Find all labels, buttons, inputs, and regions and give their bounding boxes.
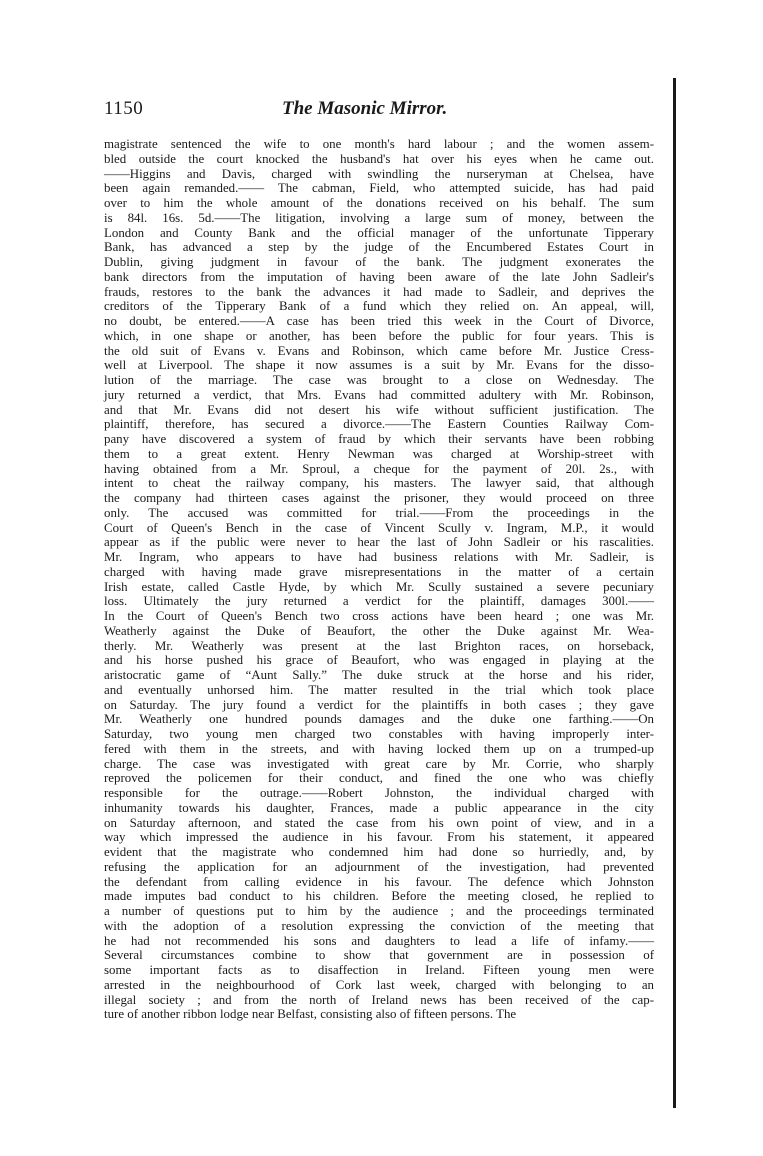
text-line: no doubt, be entered.——A case has been tried this week in the Court of Divorce,	[104, 314, 654, 328]
text-line: Mr. Ingram, who appears to have had business relations with Mr. Sadleir, is	[104, 550, 654, 564]
text-line: having obtained from a Mr. Sproul, a cheque for the payment of 20l. 2s., with	[104, 461, 654, 476]
page-edge-rule	[673, 78, 676, 1108]
text-line: the company had thirteen cases against the prisoner, they would proceed on three	[104, 491, 654, 505]
page-number: 1150	[104, 98, 144, 119]
text-line: London and County Bank and the official manager of the unfortunate Tipperary	[104, 225, 654, 240]
text-line: Saturday, two young men charged two constables with having improperly inter-	[104, 727, 654, 741]
text-line: bled outside the court knocked the husband's hat over his eyes when he came out.	[104, 151, 654, 166]
text-line: which, in one shape or another, has been before the public for four years. This is	[104, 328, 654, 343]
text-line: Bank, has advanced a step by the judge of the Encumbered Estates Court in	[104, 240, 654, 255]
text-line: therly. Mr. Weatherly was present at the last Brighton races, on horseback,	[104, 638, 654, 653]
text-line: way which impressed the audience in his favour. From his statement, it appeared	[104, 830, 654, 845]
text-line: well at Liverpool. The shape it now assumes is a suit by Mr. Evans for the disso-	[104, 358, 654, 373]
text-line: evident that the magistrate who condemned him had done so hurriedly, and, by	[104, 845, 654, 859]
text-line: ——Higgins and Davis, charged with swindling the nurseryman at Chelsea, have	[104, 166, 654, 181]
text-line: refusing the application for an adjournment of the investigation, had prevented	[104, 859, 654, 874]
text-line: Irish estate, called Castle Hyde, by which Mr. Scully sustained a severe pecuniary	[104, 579, 654, 594]
text-line: some important facts as to disaffection in Ireland. Fifteen young men were	[104, 963, 654, 977]
text-line: a number of questions put to him by the audience ; and the proceedings terminated	[104, 904, 654, 918]
text-line: bank directors from the imputation of having been aware of the late John Sadleir's	[104, 269, 654, 284]
text-line: appear as if the public were never to hear the last of John Sadleir or his rascalities.	[104, 535, 654, 550]
text-line: ture of another ribbon lodge near Belfast, consisting also of fifteen persons. The	[104, 1007, 517, 1022]
text-line: reproved the policemen for their conduct, and fined the one who was chiefly	[104, 771, 654, 786]
text-line: and his horse pushed his grace of Beaufort, who was engaged in playing at the	[104, 653, 654, 668]
text-line: creditors of the Tipperary Bank of a fund which they relied on. An appeal, will,	[104, 299, 654, 314]
text-line: over to him the whole amount of the donations received on his behalf. The sum	[104, 196, 654, 210]
text-line: fered with them in the streets, and with having locked them up on a trumped-up	[104, 741, 654, 756]
text-line: magistrate sentenced the wife to one month's hard labour ; and the women assem-	[104, 137, 654, 151]
text-line: and that Mr. Evans did not desert his wife without sufficient justification. The	[104, 402, 654, 417]
text-line: responsible for the outrage.——Robert Johnston, the individual charged with	[104, 786, 654, 800]
text-line: Several circumstances combine to show that government are in possession of	[104, 948, 654, 963]
page-header	[104, 98, 654, 124]
text-line: Weatherly against the Duke of Beaufort, the other the Duke against Mr. Wea-	[104, 623, 654, 638]
text-line: made imputes bad conduct to his children. Before the meeting closed, he replied to	[104, 889, 654, 904]
text-line: Mr. Weatherly one hundred pounds damages and the duke one farthing.——On	[104, 712, 654, 727]
text-line: In the Court of Queen's Bench two cross actions have been heard ; one was Mr.	[104, 609, 654, 623]
text-line: the defendant from calling evidence in his favour. The defence which Johnston	[104, 874, 654, 889]
text-line: frauds, restores to the bank the advances it had made to Sadleir, and deprives the	[104, 284, 654, 299]
text-line: on Saturday. The jury found a verdict for the plaintiffs in both cases ; they gave	[104, 697, 654, 712]
text-line: loss. Ultimately the jury returned a verdict for the plaintiff, damages 300l.——	[104, 594, 654, 609]
text-line: arrested in the neighbourhood of Cork last week, charged with belonging to an	[104, 977, 654, 992]
text-line: plaintiff, therefore, has secured a divorce.——The Eastern Counties Railway Com-	[104, 417, 654, 432]
text-line: illegal society ; and from the north of Ireland news has been received of the cap-	[104, 992, 654, 1007]
text-line: jury returned a verdict, that Mrs. Evans had committed adultery with Mr. Robinson,	[104, 387, 654, 402]
text-line: charged with having made grave misrepresentations in the matter of a certain	[104, 564, 654, 579]
text-line: on Saturday afternoon, and stated the case from his own point of view, and in a	[104, 815, 654, 830]
text-line: charge. The case was investigated with great care by Mr. Corrie, who sharply	[104, 756, 654, 771]
text-line: only. The accused was committed for trial.——From the proceedings in the	[104, 505, 654, 520]
text-line: with the adoption of a resolution expressing the conviction of the meeting that	[104, 918, 654, 933]
text-line: pany have discovered a system of fraud by which their servants have been robbing	[104, 432, 654, 446]
running-title: The Masonic Mirror.	[282, 98, 448, 119]
text-line: he had not recommended his sons and daughters to lead a life of infamy.——	[104, 933, 654, 948]
article-body	[104, 137, 654, 1022]
text-line: Court of Queen's Bench in the case of Vincent Scully v. Ingram, M.P., it would	[104, 520, 654, 535]
text-line: inhumanity towards his daughter, Frances, made a public appearance in the city	[104, 800, 654, 815]
text-line: aristocratic game of “Aunt Sally.” The duke struck at the horse and his rider,	[104, 668, 654, 682]
text-line: intent to cheat the railway company, his masters. The lawyer said, that although	[104, 476, 654, 491]
text-line: and eventually unhorsed him. The matter resulted in the trial which took place	[104, 682, 654, 697]
text-line: been again remanded.—— The cabman, Field, who attempted suicide, has had paid	[104, 181, 654, 196]
text-line: is 84l. 16s. 5d.——The litigation, involving a large sum of money, between the	[104, 210, 654, 225]
text-line: Dublin, giving judgment in favour of the bank. The judgment exonerates the	[104, 255, 654, 269]
text-line: them to a great extent. Henry Newman was charged at Worship-street with	[104, 446, 654, 461]
text-line: the old suit of Evans v. Evans and Robinson, which came before Mr. Justice Cress-	[104, 343, 654, 358]
text-line: lution of the marriage. The case was brought to a close on Wednesday. The	[104, 373, 654, 387]
